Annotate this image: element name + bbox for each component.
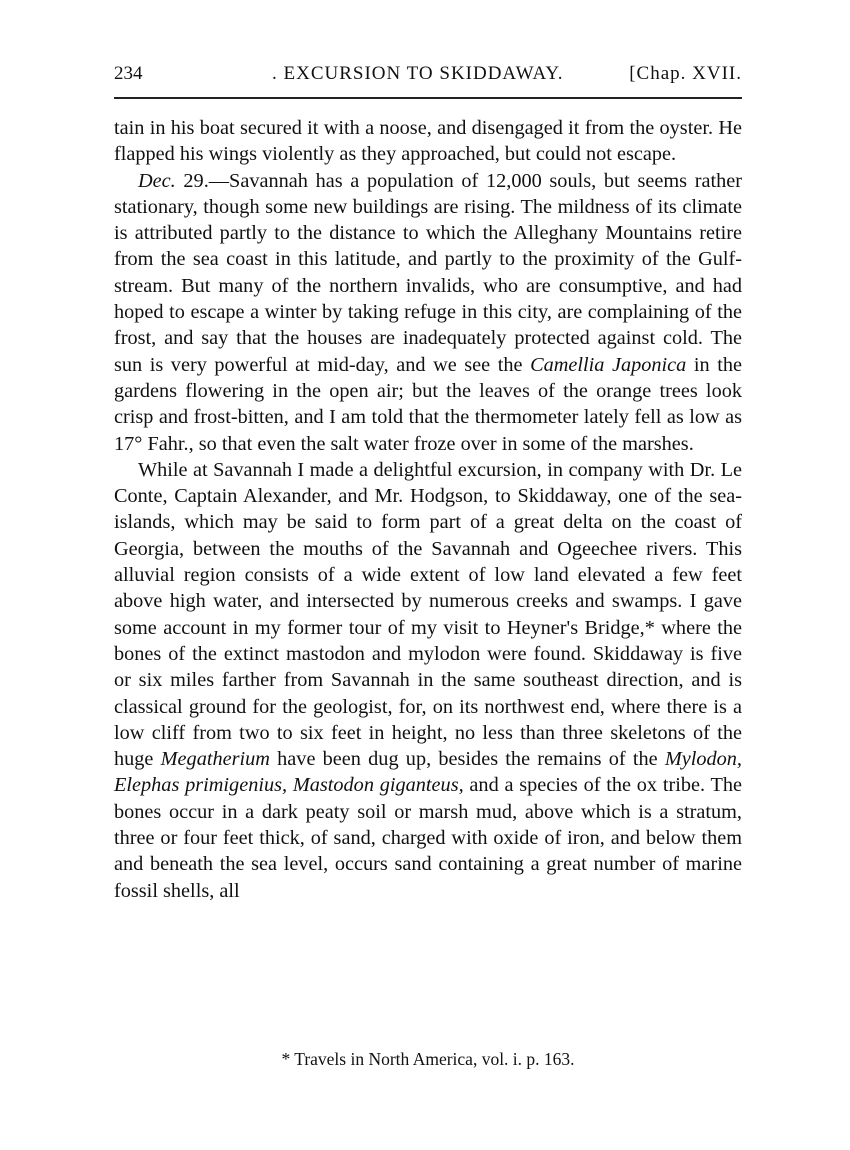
text-run: 29.—Savannah has a population of 12,000 souls, but seems rather stationary, though some new buildings are rising. The mildness of its climate is attributed partly to the distance to which the Alleghany Mountains retire from the sea coast in this latitude, and partly to the proximity of the Gulf-stream. But many of the northern invalids, who are consumptive, and had hoped to escape a winter by taking refuge in this city, are complaining of the frost, and say that the houses are inadequately protected against cold. The sun is very powerful at mid-day, and we see the [114,169,742,376]
species-name: Elephas primigenius, Mastodon giganteus, [114,774,464,797]
paragraph-skiddaway [114,457,742,904]
text-run: where the bones of the extinct mastodon and mylodon were found. Skiddaway is five or six miles farther from Savannah in the same southeast direction, and is classical ground for the geologist, for, on its northwest end, where there is a low cliff from two to six feet in height, no less than three skeletons of the huge [114,616,742,771]
date-italic: Dec. [138,169,176,192]
text-run: and a species of the ox tribe. The bones occur in a dark peaty soil or marsh mud, above which is a stratum, three or four feet thick, of sand, charged with oxide of iron, and below them and beneath the sea level, occurs sand containing a great number of marine fossil shells, all [114,774,742,902]
page-number: 234 [114,63,143,84]
text-run: in the gardens flowering in the open air; but the leaves of the orange trees look crisp and frost-bitten, and I am told that the thermometer lately fell as low as 17° Fahr., so that even the salt water froze over in some of the marshes. [114,353,742,455]
footnote: * Travels in North America, vol. i. p. 163. [281,1049,575,1069]
text-run: While at Savannah I made a delightful excursion, in company with Dr. Le Conte, Captain Alexander, and Mr. Hodgson, to Skiddaway, one of the sea-islands, which may be said to form part of a great delta on the coast of Georgia, between the mouths of the Savannah and Ogeechee rivers. This alluvial region consists of a wide extent of low land elevated a few feet above high water, and intersected by numerous creeks and swamps. I gave some account in my former tour of my visit to Heyner's Bridge,* [114,458,742,639]
paragraph-dec-29 [114,168,742,457]
text-run: tain in his boat secured it with a noose, and disengaged it from the oyster. He flapped his wings violently as they approached, but could not escape. [114,117,742,166]
species-name: Megatherium [160,748,270,771]
text-run: have been dug up, besides the remains of the [269,748,665,771]
running-head [114,60,742,88]
chapter-reference: [Chap. XVII. [629,63,742,84]
header-rule [114,97,742,99]
species-name: Mylodon, [664,748,743,771]
species-name: Camellia Japonica [530,353,687,376]
body-text [114,115,742,904]
running-title: . EXCURSION TO SKIDDAWAY. [272,63,564,84]
paragraph-continued [114,115,742,168]
